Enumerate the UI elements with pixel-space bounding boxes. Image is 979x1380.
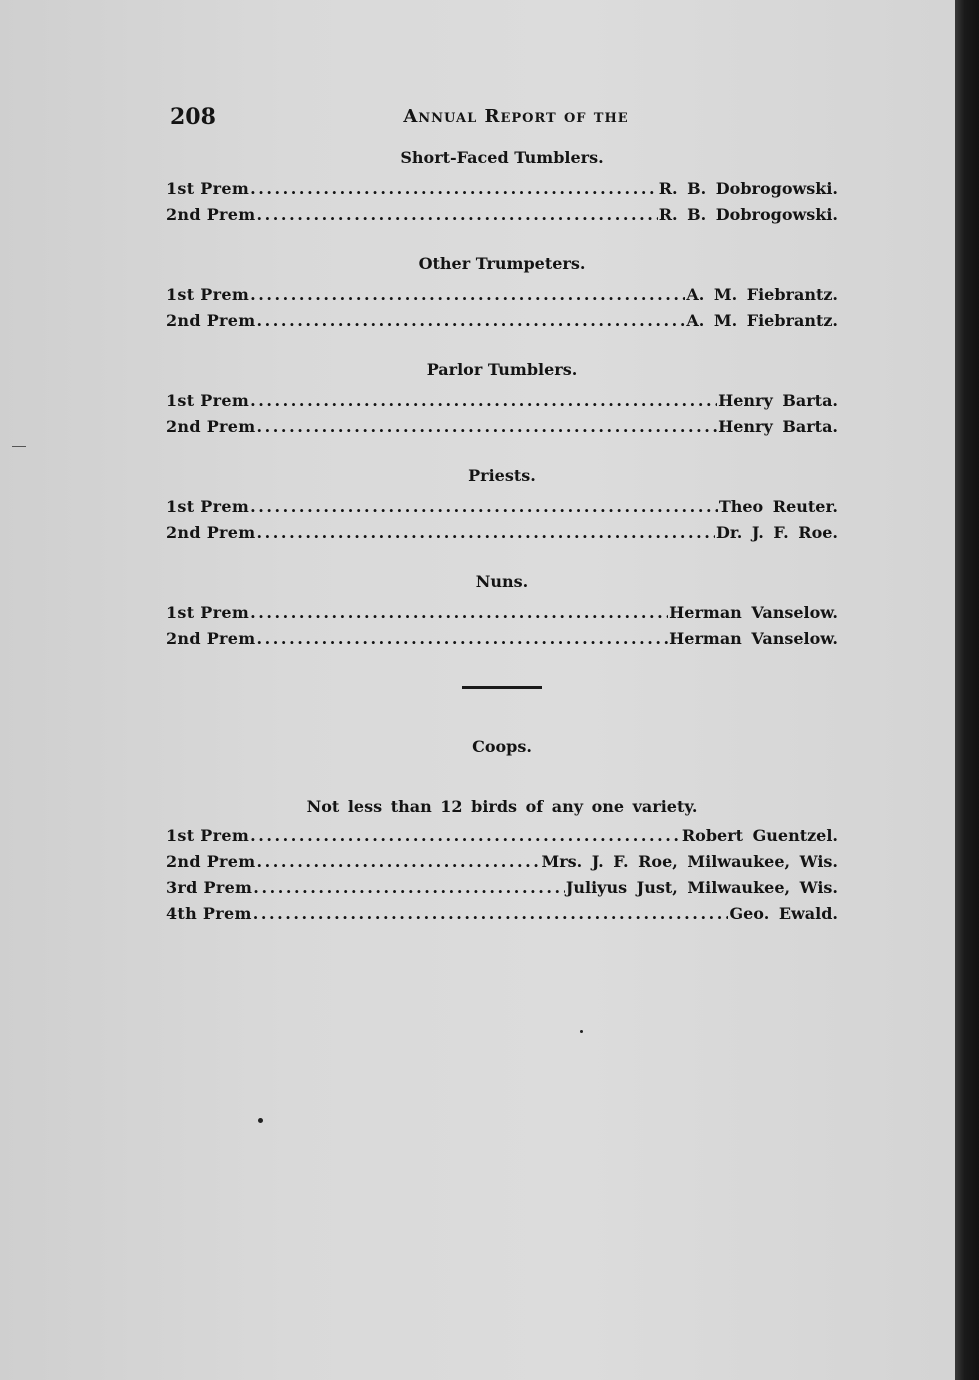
- page-header: [166, 100, 838, 136]
- dot-leader: [257, 626, 669, 652]
- winner-name: R. B. Dobrogowski.: [658, 179, 838, 198]
- scan-speck: [580, 1030, 583, 1033]
- dot-leader: [250, 176, 658, 202]
- winner-name: A. M. Fiebrantz.: [686, 285, 838, 304]
- prize-label: 2nd Prem: [166, 629, 256, 648]
- winner-name: R. B. Dobrogowski.: [658, 205, 838, 224]
- prize-label: 3rd Prem: [166, 878, 253, 897]
- dot-leader: [250, 600, 668, 626]
- scan-speck: [258, 1118, 263, 1123]
- section-other-trumpeters: [166, 254, 838, 334]
- prize-entry: [166, 875, 838, 901]
- dot-leader: [257, 202, 658, 228]
- winner-name: Robert Guentzel.: [681, 826, 838, 845]
- prize-entry: [166, 308, 838, 334]
- prize-entry: [166, 494, 838, 520]
- dot-leader: [250, 388, 717, 414]
- dot-leader: [250, 494, 718, 520]
- winner-name: Mrs. J. F. Roe, Milwaukee, Wis.: [541, 852, 838, 871]
- prize-entry: [166, 520, 838, 546]
- dot-leader: [253, 901, 729, 927]
- dot-leader: [257, 520, 715, 546]
- coops-note: Not less than 12 birds of any one variety.: [306, 797, 698, 816]
- prize-entry: [166, 176, 838, 202]
- dot-leader: [250, 282, 685, 308]
- section-nuns: [166, 572, 838, 652]
- prize-entry: [166, 849, 838, 875]
- prize-label: 1st Prem: [166, 179, 250, 198]
- section-title: Parlor Tumblers.: [426, 360, 578, 379]
- section-divider-rule: [462, 686, 542, 689]
- dot-leader: [253, 875, 565, 901]
- prize-label: 1st Prem: [166, 391, 250, 410]
- section-title: Short-Faced Tumblers.: [400, 148, 604, 167]
- prize-entry: [166, 600, 838, 626]
- prize-label: 2nd Prem: [166, 205, 256, 224]
- dot-leader: [250, 823, 681, 849]
- winner-name: Juliyus Just, Milwaukee, Wis.: [565, 878, 838, 897]
- dot-leader: [257, 849, 541, 875]
- prize-label: 2nd Prem: [166, 852, 256, 871]
- prize-label: 2nd Prem: [166, 311, 256, 330]
- prize-entry: [166, 282, 838, 308]
- winner-name: Herman Vanselow.: [669, 603, 838, 622]
- prize-label: 1st Prem: [166, 826, 250, 845]
- prize-entry: [166, 823, 838, 849]
- winner-name: Dr. J. F. Roe.: [715, 523, 838, 542]
- section-coops: [166, 737, 838, 927]
- section-short-faced-tumblers: [166, 148, 838, 228]
- prize-label: 4th Prem: [166, 904, 252, 923]
- prize-label: 1st Prem: [166, 285, 250, 304]
- winner-name: A. M. Fiebrantz.: [686, 311, 838, 330]
- prize-label: 2nd Prem: [166, 523, 256, 542]
- winner-name: Henry Barta.: [718, 417, 838, 436]
- page-content: [166, 100, 838, 953]
- section-title: Other Trumpeters.: [418, 254, 586, 273]
- section-parlor-tumblers: [166, 360, 838, 440]
- prize-entry: [166, 202, 838, 228]
- page-number: 208: [170, 104, 216, 130]
- running-title: Annual Report of the: [403, 106, 629, 127]
- winner-name: Herman Vanselow.: [669, 629, 838, 648]
- prize-entry: [166, 414, 838, 440]
- scan-mark: [12, 446, 26, 447]
- winner-name: Henry Barta.: [718, 391, 838, 410]
- section-priests: [166, 466, 838, 546]
- winner-name: Geo. Ewald.: [729, 904, 838, 923]
- dot-leader: [257, 414, 718, 440]
- section-title: Nuns.: [475, 572, 529, 591]
- page-edge-shadow: [955, 0, 979, 1380]
- dot-leader: [257, 308, 686, 334]
- section-title: Coops.: [472, 737, 532, 756]
- prize-label: 1st Prem: [166, 497, 250, 516]
- prize-entry: [166, 626, 838, 652]
- prize-entry: [166, 901, 838, 927]
- winner-name: Theo Reuter.: [718, 497, 838, 516]
- prize-entry: [166, 388, 838, 414]
- section-title: Priests.: [468, 466, 536, 485]
- prize-label: 1st Prem: [166, 603, 250, 622]
- prize-label: 2nd Prem: [166, 417, 256, 436]
